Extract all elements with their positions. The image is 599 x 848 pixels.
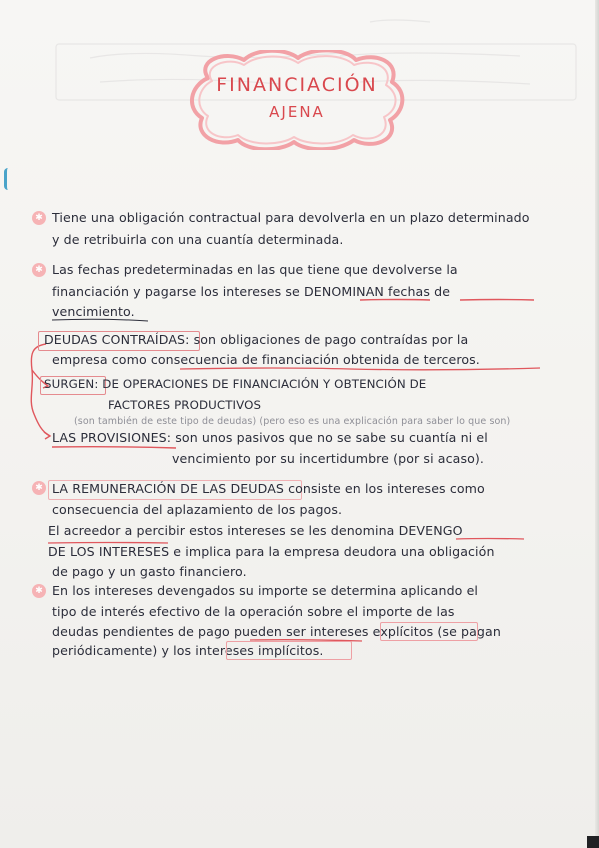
bullet-1-line-1: Tiene una obligación contractual para devolverla en un plazo determinado	[52, 210, 530, 225]
bullet-3-line-5: de pago y un gasto financiero.	[52, 564, 247, 579]
provisiones-line-2: vencimiento por su incertidumbre (por si acaso).	[172, 451, 485, 466]
bullet-1-line-2: y de retribuirla con una cuantía determinada.	[52, 232, 344, 247]
bullet-4-line-3: deudas pendientes de pago pueden ser intereses explícitos (se pagan	[52, 624, 501, 639]
underline-mark	[44, 536, 584, 546]
page-edge	[595, 0, 599, 848]
highlight-box	[380, 622, 478, 641]
bullet-4-line-1: En los intereses devengados su importe se determina aplicando el	[52, 583, 479, 598]
bullet-2-line-3: vencimiento.	[52, 304, 135, 319]
deudas-line-2: empresa como consecuencia de financiación obtenida de terceros.	[52, 352, 480, 367]
star-bullet-icon: ✱	[32, 481, 46, 495]
bullet-2-line-1: Las fechas predeterminadas en las que tiene que devolverse la	[52, 262, 458, 277]
bullet-3-line-2: consecuencia del aplazamiento de los pagos.	[52, 502, 343, 517]
underline-mark	[180, 366, 550, 372]
surgen-line-1: SURGEN: DE OPERACIONES DE FINANCIACIÓN Y OBTENCIÓN DE	[44, 377, 427, 391]
bullet-3-line-3: El acreedor a percibir estos intereses se les denomina DEVENGO	[48, 523, 463, 538]
star-bullet-icon: ✱	[32, 584, 46, 598]
underline-mark	[52, 317, 152, 323]
deudas-line-1: DEUDAS CONTRAÍDAS: son obligaciones de pago contraídas por la	[44, 332, 469, 347]
star-bullet-icon: ✱	[32, 263, 46, 277]
bullet-4-line-2: tipo de interés efectivo de la operación sobre el importe de las	[52, 604, 455, 619]
bullet-4-line-4: periódicamente) y los intereses implícitos.	[52, 643, 324, 658]
cloud-outline	[186, 50, 408, 150]
margin-mark	[4, 168, 12, 190]
title-line-1: FINANCIACIÓN	[216, 74, 378, 96]
deudas-note: (son también de este tipo de deudas) (pero eso es una explicación para saber lo que son)	[74, 416, 511, 427]
surgen-line-2: FACTORES PRODUCTIVOS	[108, 398, 262, 412]
title-cloud	[186, 50, 408, 150]
provisiones-line-1: LAS PROVISIONES: son unos pasivos que no se sabe su cuantía ni el	[52, 430, 488, 445]
underline-mark	[360, 297, 540, 303]
highlight-box	[226, 641, 352, 660]
title-line-2: AJENA	[269, 103, 325, 121]
bullet-3-line-4: DE LOS INTERESES e implica para la empresa deudora una obligación	[48, 544, 495, 559]
bullet-2-line-2: financiación y pagarse los intereses se DENOMINAN fechas de	[52, 284, 451, 299]
underline-mark	[52, 444, 182, 450]
page-corner	[587, 836, 599, 848]
star-bullet-icon: ✱	[32, 211, 46, 225]
bullet-3-line-1: LA REMUNERACIÓN DE LAS DEUDAS consiste en los intereses como	[52, 481, 485, 496]
